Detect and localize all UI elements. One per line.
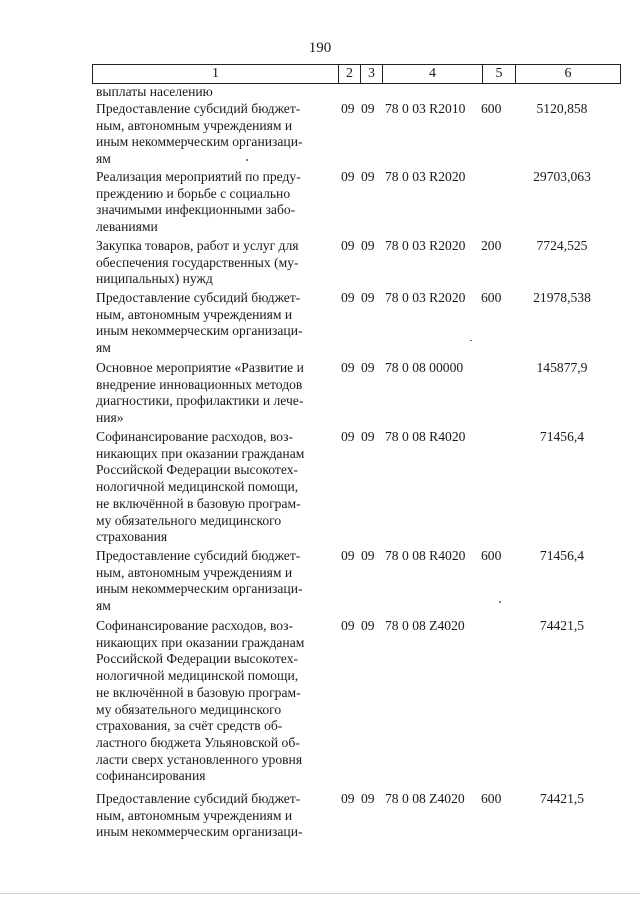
row-subsection: 09 (361, 429, 375, 444)
row-target-article: 78 0 08 R4020 (385, 548, 466, 563)
row-target-article: 78 0 03 R2020 (385, 169, 466, 184)
row-amount: 74421,5 (539, 618, 585, 633)
row-target-article: 78 0 03 R2010 (385, 101, 466, 116)
row-subsection: 09 (361, 548, 375, 563)
row-target-article: 78 0 03 R2020 (385, 238, 466, 253)
row-name: Реализация мероприятий по преду- преждению и борьбе с социально значимыми инфекционными забо- леваниями (96, 169, 301, 235)
scan-speck (499, 601, 501, 603)
row-expense-type: 600 (481, 791, 502, 806)
row-section: 09 (341, 360, 355, 375)
column-header-6: 6 (516, 65, 621, 84)
page-number: 190 (308, 40, 332, 56)
row-target-article: 78 0 08 Z4020 (385, 791, 465, 806)
row-subsection: 09 (361, 101, 375, 116)
row-section: 09 (341, 101, 355, 116)
column-header-5: 5 (483, 65, 516, 84)
row-amount: 71456,4 (539, 429, 585, 444)
row-amount: 5120,858 (536, 101, 588, 116)
row-section: 09 (341, 290, 355, 305)
column-header-row (93, 65, 621, 84)
row-amount: 71456,4 (539, 548, 585, 563)
column-header-4: 4 (383, 65, 483, 84)
column-header-3: 3 (361, 65, 383, 84)
row-amount: 74421,5 (539, 791, 585, 806)
row-section: 09 (341, 791, 355, 806)
row-subsection: 09 (361, 618, 375, 633)
row-name: Предоставление субсидий бюджет- ным, автономным учреждениям и иным некоммерческим организаци- ям (96, 290, 303, 356)
column-header-1: 1 (93, 65, 339, 84)
row-name: Предоставление субсидий бюджет- ным, автономным учреждениям и иным некоммерческим организаци- ям (96, 101, 303, 167)
row-name: Закупка товаров, работ и услуг для обеспечения государственных (му- ниципальных) нужд (96, 238, 299, 287)
row-section: 09 (341, 238, 355, 253)
scan-edge-line (0, 893, 640, 894)
row-subsection: 09 (361, 169, 375, 184)
scan-speck (470, 340, 472, 341)
row-section: 09 (341, 169, 355, 184)
row-amount: 21978,538 (533, 290, 591, 305)
scan-speck (246, 159, 248, 161)
row-subsection: 09 (361, 290, 375, 305)
column-header-table (92, 64, 621, 84)
row-target-article: 78 0 03 R2020 (385, 290, 466, 305)
row-subsection: 09 (361, 238, 375, 253)
row-target-article: 78 0 08 R4020 (385, 429, 466, 444)
row-name: Предоставление субсидий бюджет- ным, автономным учреждениям и иным некоммерческим организаци- (96, 791, 303, 840)
row-amount: 145877,9 (536, 360, 588, 375)
row-target-article: 78 0 08 00000 (385, 360, 464, 375)
row-section: 09 (341, 618, 355, 633)
row-section: 09 (341, 548, 355, 563)
row-expense-type: 600 (481, 548, 502, 563)
row-amount: 29703,063 (533, 169, 591, 184)
row-name: Софинансирование расходов, воз- никающих при оказании гражданам Российской Федерации высокотех- нологичной медицинской помощи, не включённой в базовую програм- му обязательного медицинского страхования (96, 429, 305, 545)
row-subsection: 09 (361, 360, 375, 375)
row-section: 09 (341, 429, 355, 444)
row-name: Основное мероприятие «Развитие и внедрение инновационных методов диагностики, профилактики и лече- ния» (96, 360, 304, 426)
row-expense-type: 200 (481, 238, 502, 253)
row-amount: 7724,525 (536, 238, 588, 253)
row-subsection: 09 (361, 791, 375, 806)
row-name: Софинансирование расходов, воз- никающих при оказании гражданам Российской Федерации высокотех- нологичной медицинской помощи, не включённой в базовую програм- му обязательного медицинского страхования, за счёт средств об- ластного бюджета Ульяновской об- ласти сверх установленного уровня софинансирования (96, 618, 305, 784)
column-header-2: 2 (339, 65, 361, 84)
row-expense-type: 600 (481, 290, 502, 305)
row-expense-type: 600 (481, 101, 502, 116)
row-target-article: 78 0 08 Z4020 (385, 618, 465, 633)
row-name: Предоставление субсидий бюджет- ным, автономным учреждениям и иным некоммерческим организаци- ям (96, 548, 303, 614)
row-name: выплаты населению (96, 84, 213, 99)
